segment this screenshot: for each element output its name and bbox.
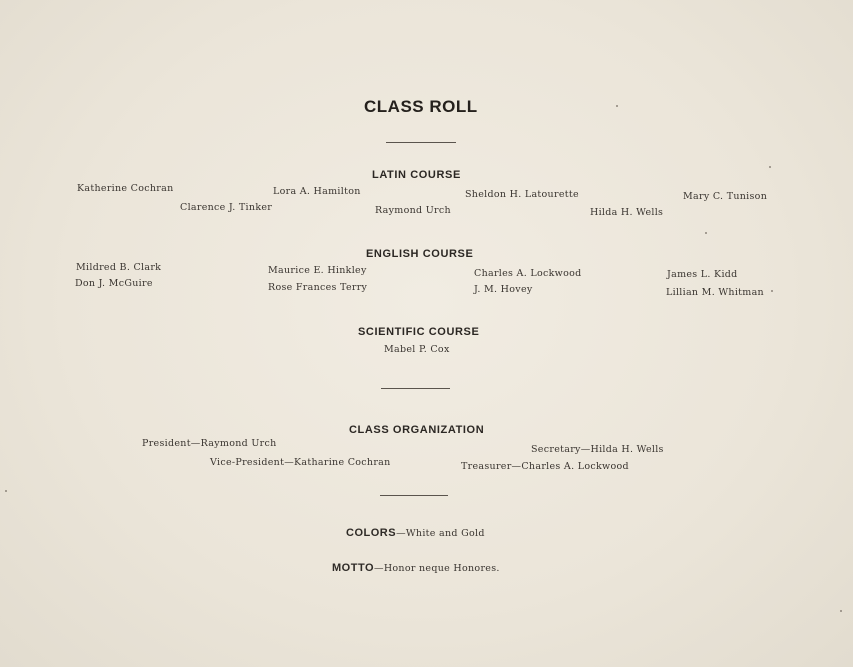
latin-student-name: Katherine Cochran bbox=[77, 183, 174, 194]
divider-rule bbox=[380, 495, 448, 496]
latin-student-name: Raymond Urch bbox=[375, 205, 451, 216]
motto-value: —Honor neque Honores. bbox=[374, 563, 500, 574]
paper-speck bbox=[616, 105, 618, 107]
officer-secretary: Secretary—Hilda H. Wells bbox=[531, 444, 664, 455]
scientific-course-heading: SCIENTIFIC COURSE bbox=[358, 326, 480, 338]
motto-label: MOTTO bbox=[332, 562, 375, 574]
colors-value: —White and Gold bbox=[396, 528, 485, 539]
english-student-name: Rose Frances Terry bbox=[268, 282, 368, 293]
english-student-name: J. M. Hovey bbox=[474, 284, 533, 295]
english-student-name: Mildred B. Clark bbox=[76, 262, 162, 273]
divider-rule bbox=[386, 142, 456, 143]
english-student-name: Maurice E. Hinkley bbox=[268, 265, 367, 276]
english-student-name: Don J. McGuire bbox=[75, 278, 153, 289]
paper-speck bbox=[705, 232, 707, 234]
english-student-name: Lillian M. Whitman bbox=[666, 287, 764, 298]
paper-speck bbox=[769, 166, 771, 168]
english-course-heading: ENGLISH COURSE bbox=[366, 248, 474, 260]
latin-course-heading: LATIN COURSE bbox=[372, 169, 461, 181]
colors-label: COLORS bbox=[346, 527, 397, 539]
class-organization-heading: CLASS ORGANIZATION bbox=[349, 424, 485, 436]
page-title: CLASS ROLL bbox=[364, 97, 478, 116]
paper-speck bbox=[5, 490, 7, 492]
scientific-student-name: Mabel P. Cox bbox=[384, 344, 450, 355]
english-student-name: James L. Kidd bbox=[667, 269, 738, 280]
latin-student-name: Mary C. Tunison bbox=[683, 191, 768, 202]
paper-speck bbox=[840, 610, 842, 612]
latin-student-name: Sheldon H. Latourette bbox=[465, 189, 579, 200]
officer-vice-president: Vice-President—Katharine Cochran bbox=[210, 457, 391, 468]
class-motto bbox=[332, 556, 500, 575]
latin-student-name: Clarence J. Tinker bbox=[180, 202, 273, 213]
officer-president: President—Raymond Urch bbox=[142, 438, 277, 449]
english-student-name: Charles A. Lockwood bbox=[474, 268, 582, 279]
latin-student-name: Hilda H. Wells bbox=[590, 207, 664, 218]
divider-rule bbox=[381, 388, 450, 389]
paper-speck bbox=[771, 290, 773, 292]
officer-treasurer: Treasurer—Charles A. Lockwood bbox=[461, 461, 629, 472]
class-colors bbox=[346, 521, 485, 540]
latin-student-name: Lora A. Hamilton bbox=[273, 186, 361, 197]
